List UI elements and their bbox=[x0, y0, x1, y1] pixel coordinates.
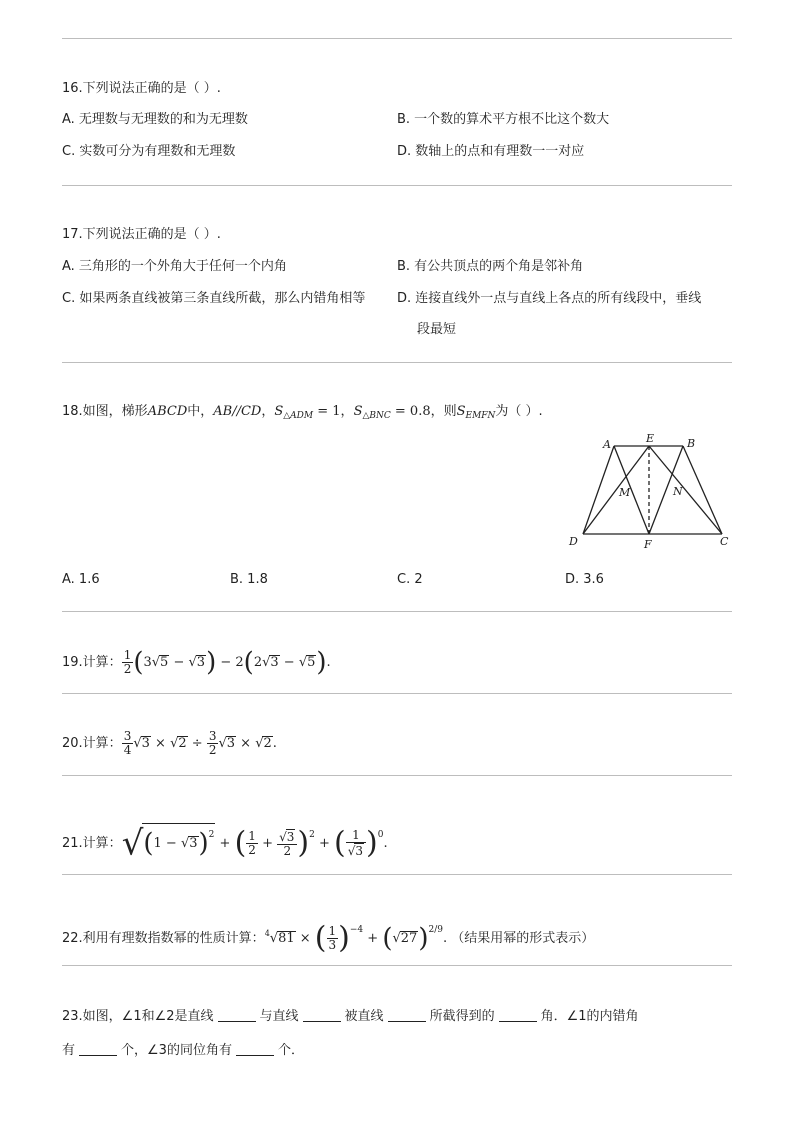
q23-text-b: 与直线 bbox=[259, 1009, 299, 1024]
q18-s1-sub: △ADM bbox=[283, 411, 314, 421]
q23-text-g: 个，∠3的同位角有 bbox=[121, 1043, 232, 1058]
q23-blank-2[interactable] bbox=[303, 1009, 341, 1022]
q16-option-b[interactable]: B. 一个数的算术平方根不比这个数大 bbox=[397, 112, 610, 127]
q19-label: 19.计算： bbox=[62, 655, 122, 670]
q17-option-d[interactable]: D. 连接直线外一点与直线上各点的所有线段中，垂线 bbox=[397, 291, 702, 306]
q23-line2 bbox=[62, 1042, 304, 1060]
q16-option-c[interactable]: C. 实数可分为有理数和无理数 bbox=[62, 144, 236, 159]
q23-line1 bbox=[62, 1008, 639, 1026]
q19-frac: $\frac{1}{2}$ bbox=[123, 648, 132, 676]
q17-option-b[interactable]: B. 有公共顶点的两个角是邻补角 bbox=[397, 259, 584, 274]
q18-mid: 中， bbox=[187, 404, 214, 419]
q21-label: 21.计算： bbox=[62, 836, 122, 851]
segment-ad bbox=[583, 446, 614, 534]
q23-text-e: 角．∠1的内错角 bbox=[540, 1009, 639, 1024]
q23-blank-3[interactable] bbox=[388, 1009, 426, 1022]
q17-option-d-cont: 段最短 bbox=[417, 322, 457, 337]
label-e: E bbox=[646, 432, 655, 445]
q16-stem: 16.下列说法正确的是（ ）. bbox=[62, 81, 221, 96]
q17-option-c[interactable]: C. 如果两条直线被第三条直线所截，那么内错角相等 bbox=[62, 291, 366, 306]
q18-option-c[interactable]: C. 2 bbox=[397, 572, 423, 587]
q18-s3: S bbox=[456, 404, 466, 419]
label-a: A bbox=[603, 438, 611, 451]
q23-text-c: 被直线 bbox=[344, 1009, 384, 1024]
q23-text-a: 23.如图，∠1和∠2是直线 bbox=[62, 1009, 214, 1024]
q18-abcd: ABCD bbox=[147, 404, 188, 419]
label-f: F bbox=[644, 538, 652, 551]
q17-stem: 17.下列说法正确的是（ ）. bbox=[62, 227, 221, 242]
q18-suffix: 为（ ）. bbox=[495, 404, 543, 419]
segment-ed bbox=[583, 446, 649, 534]
q22-label: 22.利用有理数指数幂的性质计算： bbox=[62, 931, 265, 946]
q21-line: 21.计算：$√(1 - √3)^2$ + ( $\frac{1}{2}$ + $\frac{√3}{2}$ )$^2$ + ( $\frac{1}{√3}$ )$^0$. bbox=[62, 823, 388, 864]
label-n: N bbox=[673, 485, 683, 498]
divider-16 bbox=[62, 185, 732, 186]
q18-s2: S bbox=[353, 404, 363, 419]
q18-parallel: AB//CD bbox=[213, 404, 262, 419]
q18-option-b[interactable]: B. 1.8 bbox=[230, 572, 268, 587]
divider-17 bbox=[62, 362, 732, 363]
q18-s2-val: = 0.8，则 bbox=[390, 404, 457, 419]
q16-option-a[interactable]: A. 无理数与无理数的和为无理数 bbox=[62, 112, 248, 127]
label-d: D bbox=[569, 535, 578, 548]
q23-text-h: 个． bbox=[277, 1043, 304, 1058]
q23-blank-5[interactable] bbox=[79, 1043, 117, 1056]
trapezoid-figure bbox=[565, 430, 735, 552]
q18-s1-val: = 1， bbox=[313, 404, 354, 419]
q23-blank-1[interactable] bbox=[218, 1009, 256, 1022]
q17-option-a[interactable]: A. 三角形的一个外角大于任何一个内角 bbox=[62, 259, 287, 274]
label-c: C bbox=[720, 535, 729, 548]
q18-comma: ， bbox=[261, 404, 275, 419]
divider-21 bbox=[62, 874, 732, 875]
q23-blank-4[interactable] bbox=[499, 1009, 537, 1022]
q18-s1: S bbox=[274, 404, 284, 419]
segment-ec bbox=[649, 446, 722, 534]
q20-line: 20.计算： $\frac{3}{4}$ √3 × √2 ÷ $\frac{3}{2}$ √3 × √2. bbox=[62, 729, 277, 757]
q20-label: 20.计算： bbox=[62, 736, 122, 751]
divider-20 bbox=[62, 775, 732, 776]
q18-prefix: 18.如图，梯形 bbox=[62, 404, 148, 419]
q18-stem bbox=[62, 403, 543, 425]
divider-top bbox=[62, 38, 732, 39]
q18-option-d[interactable]: D. 3.6 bbox=[565, 572, 604, 587]
label-m: M bbox=[619, 486, 631, 499]
segment-bc bbox=[683, 446, 722, 534]
q23-text-f: 有 bbox=[62, 1043, 76, 1058]
q19-line: 19.计算： $\frac{1}{2}$ (3√5 − √3) − 2(2√3 − √5). bbox=[62, 647, 331, 678]
q22-note: （结果用幂的形式表示） bbox=[451, 931, 595, 946]
label-b: B bbox=[687, 437, 696, 450]
q18-option-a[interactable]: A. 1.6 bbox=[62, 572, 100, 587]
divider-22 bbox=[62, 965, 732, 966]
q22-line: 22.利用有理数指数幂的性质计算：$^4$√81 × ( $\frac{1}{3}$ )$^{-4} + (√27)^{2/9}$. （结果用幂的形式表示） bbox=[62, 920, 595, 956]
divider-18 bbox=[62, 611, 732, 612]
divider-19 bbox=[62, 693, 732, 694]
q23-text-d: 所截得到的 bbox=[429, 1009, 495, 1024]
q18-s2-sub: △BNC bbox=[362, 411, 391, 421]
q16-option-d[interactable]: D. 数轴上的点和有理数一一对应 bbox=[397, 144, 585, 159]
q18-s3-sub: EMFN bbox=[465, 411, 496, 421]
q23-blank-6[interactable] bbox=[236, 1043, 274, 1056]
